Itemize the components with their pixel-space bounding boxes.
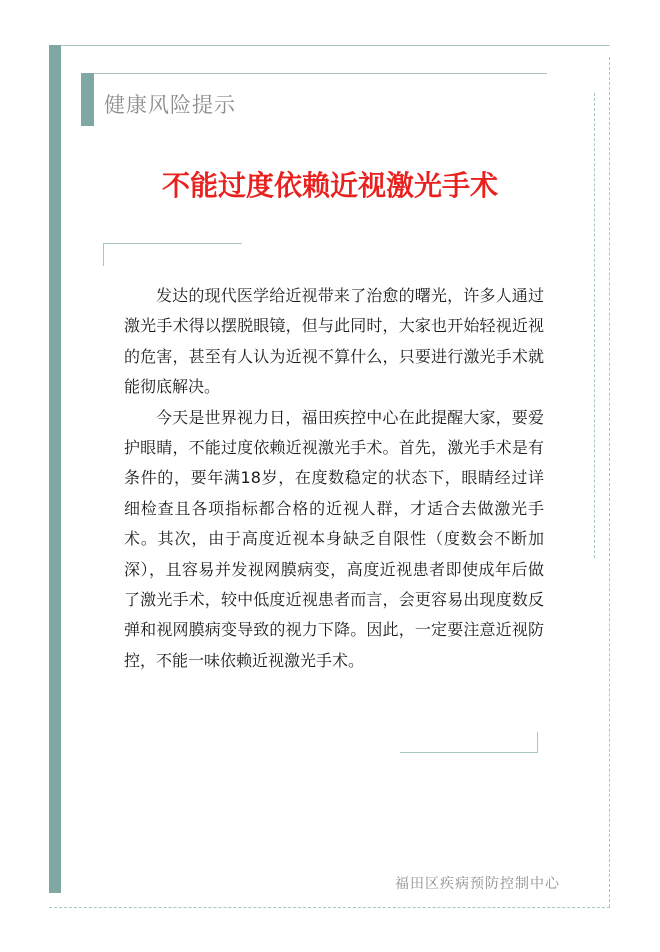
article-body [124,281,544,676]
paragraph-2: 今天是世界视力日，福田疾控中心在此提醒大家，要爱护眼睛，不能过度依赖近视激光手术。首先，激光手术是有条件的，要年满18岁，在度数稳定的状态下，眼睛经过详细检查且各项指标都合格的近视人群，才适合去做激光手术。其次，由于高度近视本身缺乏自限性（度数会不断加深），且容易并发视网膜病变，高度近视患者即使成年后做了激光手术，较中低度近视患者而言，会更容易出现度数反弹和视网膜病变导致的视力下降。因此，一定要注意近视防控，不能一味依赖近视激光手术。 [124,407,544,670]
inner-dashed-line [594,93,595,558]
bottom-right-bracket-vertical [537,732,538,753]
header-accent-block [81,73,94,126]
page-title: 不能过度依赖近视激光手术 [161,169,498,202]
header-top-line [94,73,547,74]
bottom-dashed-border [49,907,610,908]
bottom-right-bracket-horizontal [400,752,538,753]
top-left-bracket-vertical [103,243,104,266]
top-left-bracket-horizontal [103,243,242,244]
footer-organization: 福田区疾病预防控制中心 [395,876,560,892]
paragraph-1: 发达的现代医学给近视带来了治愈的曙光，许多人通过激光手术得以摆脱眼镜，但与此同时，大家也开始轻视近视的危害，甚至有人认为近视不算什么，只要进行激光手术就能彻底解决。 [124,286,544,397]
top-border-line [61,45,610,46]
section-label: 健康风险提示 [104,93,236,117]
